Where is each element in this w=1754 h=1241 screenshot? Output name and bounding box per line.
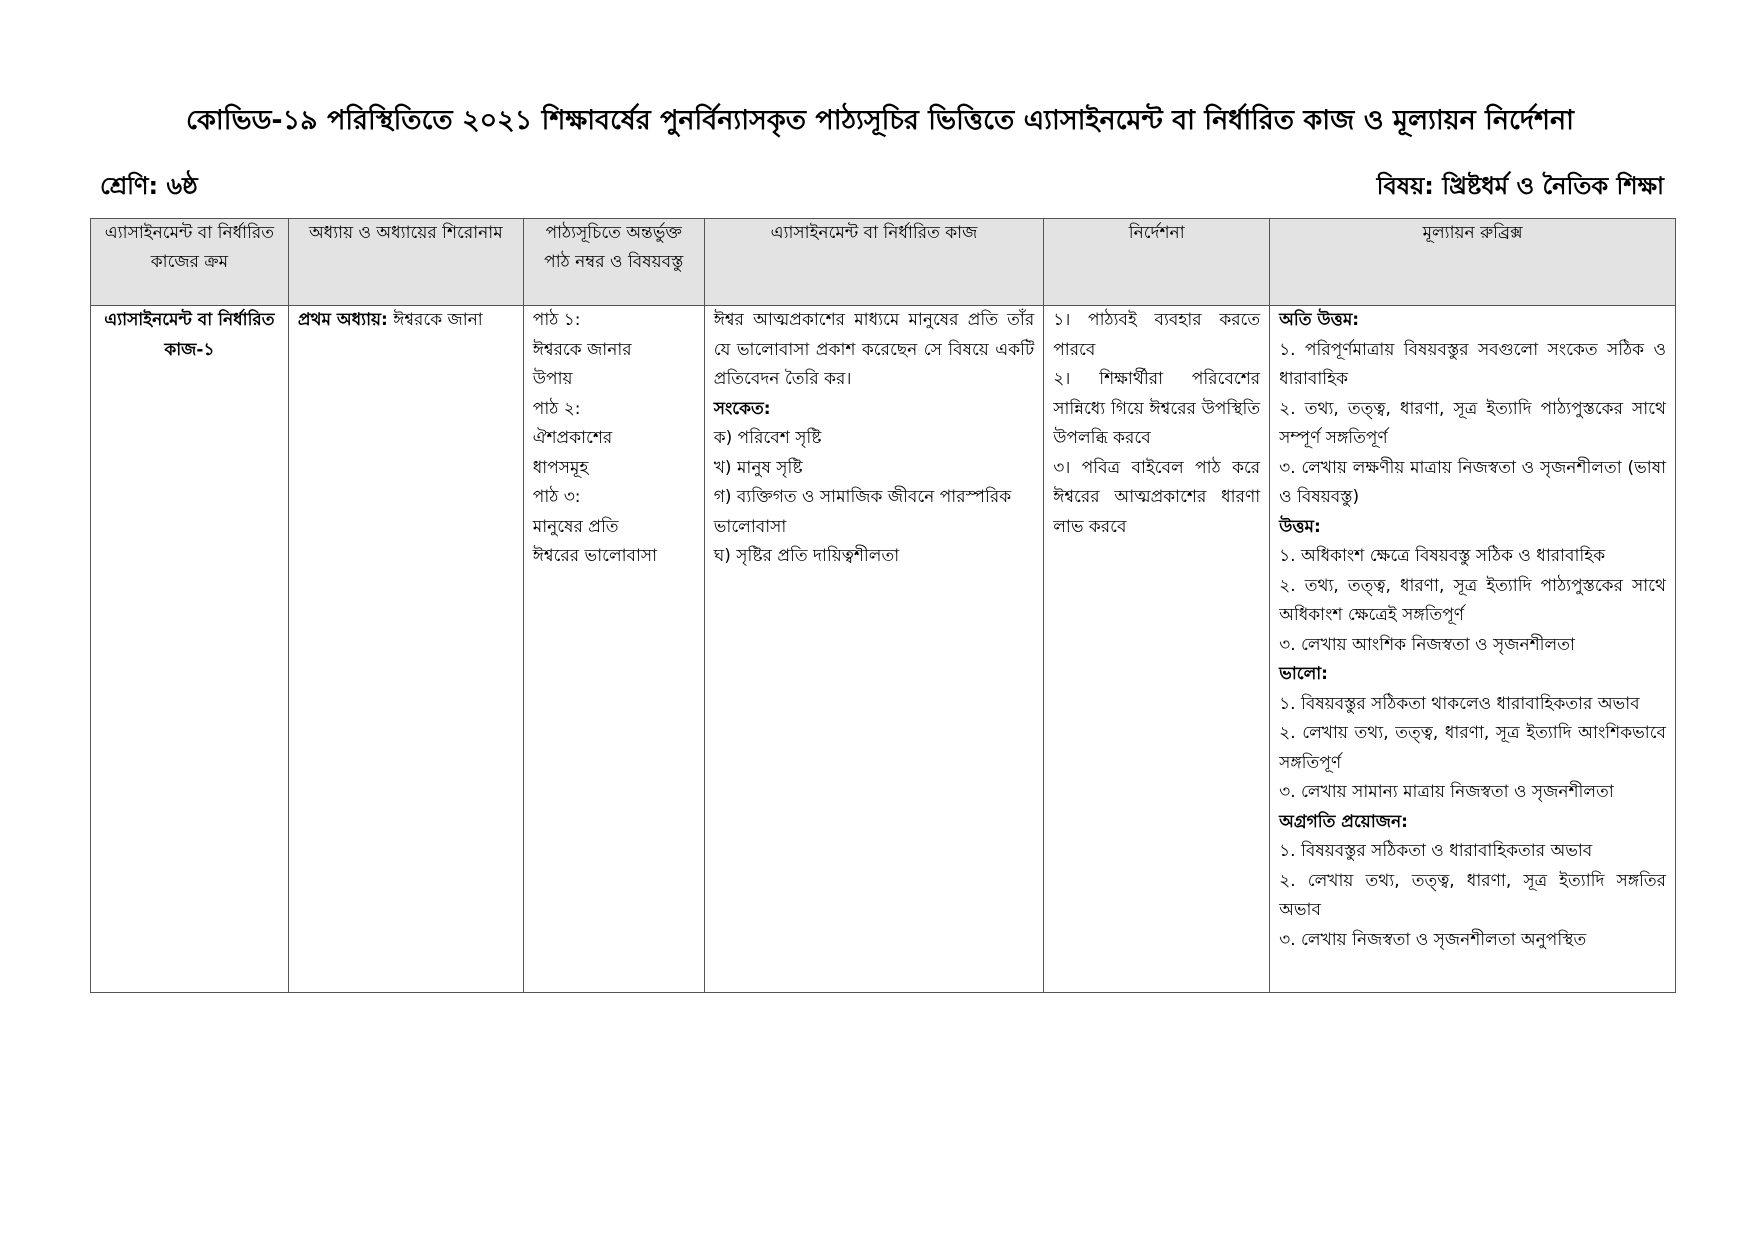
header-task: এ্যাসাইনমেন্ট বা নির্ধারিত কাজ	[704, 219, 1043, 306]
chapter-cell	[288, 306, 523, 993]
class-label: শ্রেণি: ৬ষ্ঠ	[100, 172, 198, 200]
rubrics-cell	[1270, 306, 1676, 993]
rubric-item: ৩. লেখায় সামান্য মাত্রায় নিজস্বতা ও সৃজনশীলতা	[1279, 782, 1614, 802]
table-header-row	[91, 219, 1676, 306]
rubric-level: অতি উত্তম:	[1279, 310, 1360, 330]
lesson-line: ঈশ্বরকে জানার	[532, 339, 632, 360]
assignment-number-cell	[91, 306, 289, 993]
instructions-cell	[1044, 306, 1270, 993]
table-row	[91, 306, 1676, 993]
lesson-line: ঐশপ্রকাশের	[532, 428, 613, 448]
lesson-line: পাঠ ১:	[532, 310, 581, 330]
rubric-level: উত্তম:	[1279, 516, 1321, 537]
rubric-item: ১. বিষয়বস্তুর সঠিকতা থাকলেও ধারাবাহিকতার অভাব	[1279, 693, 1640, 714]
header-rubrics: মূল্যায়ন রুব্রিক্স	[1270, 219, 1676, 306]
lesson-line: পাঠ ২:	[532, 398, 581, 419]
task-text: ঈশ্বর আত্মপ্রকাশের মাধ্যমে মানুষের প্রতি তাঁর যে ভালোবাসা প্রকাশ করেছেন সে বিষয়ে একটি প্রতিবেদন তৈরি কর।	[713, 310, 1035, 389]
rubric-item: ১. পরিপূর্ণমাত্রায় বিষয়বস্তুর সবগুলো সংকেত সঠিক ও ধারাবাহিক	[1279, 339, 1666, 389]
instruction-item: ২। শিক্ষার্থীরা পরিবেশের সান্নিধ্যে গিয়ে ঈশ্বরের উপস্থিতি উপলব্ধি করবে	[1053, 369, 1261, 448]
lesson-line: উপায়	[532, 369, 573, 389]
lesson-line: পাঠ ৩:	[532, 487, 581, 507]
task-hint: গ) ব্যক্তিগত ও সামাজিক জীবনে পারস্পরিক ভালোবাসা	[713, 487, 1012, 537]
task-hint-label: সংকেত:	[713, 398, 771, 419]
task-hint: ঘ) সৃষ্টির প্রতি দায়িত্বশীলতা	[713, 546, 900, 566]
page-title: কোভিড-১৯ পরিস্থিতিতে ২০২১ শিক্ষাবর্ষের পুনর্বিন্যাসকৃত পাঠ্যসূচির ভিত্তিতে এ্যাসাইনমেন্ট বা নির্ধারিত কাজ ও মূল্যায়ন নির্দেশনা	[186, 105, 1574, 136]
rubric-item: ২. তথ্য, তত্ত্ব, ধারণা, সূত্র ইত্যাদি পাঠ্যপুস্তকের সাথে অধিকাংশ ক্ষেত্রেই সঙ্গতিপূর্ণ	[1279, 575, 1666, 625]
rubric-item: ১. অধিকাংশ ক্ষেত্রে বিষয়বস্তু সঠিক ও ধারাবাহিক	[1279, 546, 1606, 566]
lesson-line: ঈশ্বরের ভালোবাসা	[532, 546, 658, 566]
header-assignment-order: এ্যাসাইনমেন্ট বা নির্ধারিত কাজের ক্রম	[91, 219, 289, 306]
rubric-item: ৩. লেখায় লক্ষণীয় মাত্রায় নিজস্বতা ও সৃজনশীলতা (ভাষা ও বিষয়বস্তু)	[1279, 457, 1666, 507]
rubric-level: অগ্রগতি প্রয়োজন:	[1279, 811, 1408, 832]
lessons-cell	[523, 306, 704, 993]
lesson-line: ধাপসমূহ	[532, 457, 589, 478]
rubric-item: ৩. লেখায় আংশিক নিজস্বতা ও সৃজনশীলতা	[1279, 634, 1575, 655]
header-chapter: অধ্যায় ও অধ্যায়ের শিরোনাম	[288, 219, 523, 306]
header-instructions: নির্দেশনা	[1044, 219, 1270, 306]
rubric-item: ২. তথ্য, তত্ত্ব, ধারণা, সূত্র ইত্যাদি পাঠ্যপুস্তকের সাথে সম্পূর্ণ সঙ্গতিপূর্ণ	[1279, 398, 1666, 448]
task-cell	[704, 306, 1043, 993]
rubric-level: ভালো:	[1279, 664, 1328, 684]
chapter-label: প্রথম অধ্যায়:	[297, 310, 388, 330]
task-hint: ক) পরিবেশ সৃষ্টি	[713, 428, 822, 448]
header-lessons: পাঠ্যসূচিতে অন্তর্ভুক্ত পাঠ নম্বর ও বিষয়বস্তু	[523, 219, 704, 306]
instruction-item: ৩। পবিত্র বাইবেল পাঠ করে ঈশ্বরের আত্মপ্রকাশের ধারণা লাভ করবে	[1053, 457, 1261, 537]
assignment-number: এ্যাসাইনমেন্ট বা নির্ধারিত কাজ-১	[104, 310, 275, 360]
task-hint: খ) মানুষ সৃষ্টি	[713, 457, 803, 478]
rubric-item: ৩. লেখায় নিজস্বতা ও সৃজনশীলতা অনুপস্থিত	[1279, 929, 1587, 950]
assignment-table	[90, 218, 1676, 993]
rubric-item: ২. লেখায় তথ্য, তত্ত্ব, ধারণা, সূত্র ইত্যাদি সঙ্গতির অভাব	[1279, 870, 1666, 920]
chapter-title: ঈশ্বরকে জানা	[393, 310, 483, 330]
subject-label: বিষয়: খ্রিষ্টধর্ম ও নৈতিক শিক্ষা	[1376, 172, 1664, 200]
rubric-item: ১. বিষয়বস্তুর সঠিকতা ও ধারাবাহিকতার অভাব	[1279, 841, 1593, 861]
instruction-item: ১। পাঠ্যবই ব্যবহার করতে পারবে	[1053, 310, 1261, 360]
lesson-line: মানুষের প্রতি	[532, 516, 619, 537]
rubric-item: ২. লেখায় তথ্য, তত্ত্ব, ধারণা, সূত্র ইত্যাদি আংশিকভাবে সঙ্গতিপূর্ণ	[1279, 723, 1666, 773]
